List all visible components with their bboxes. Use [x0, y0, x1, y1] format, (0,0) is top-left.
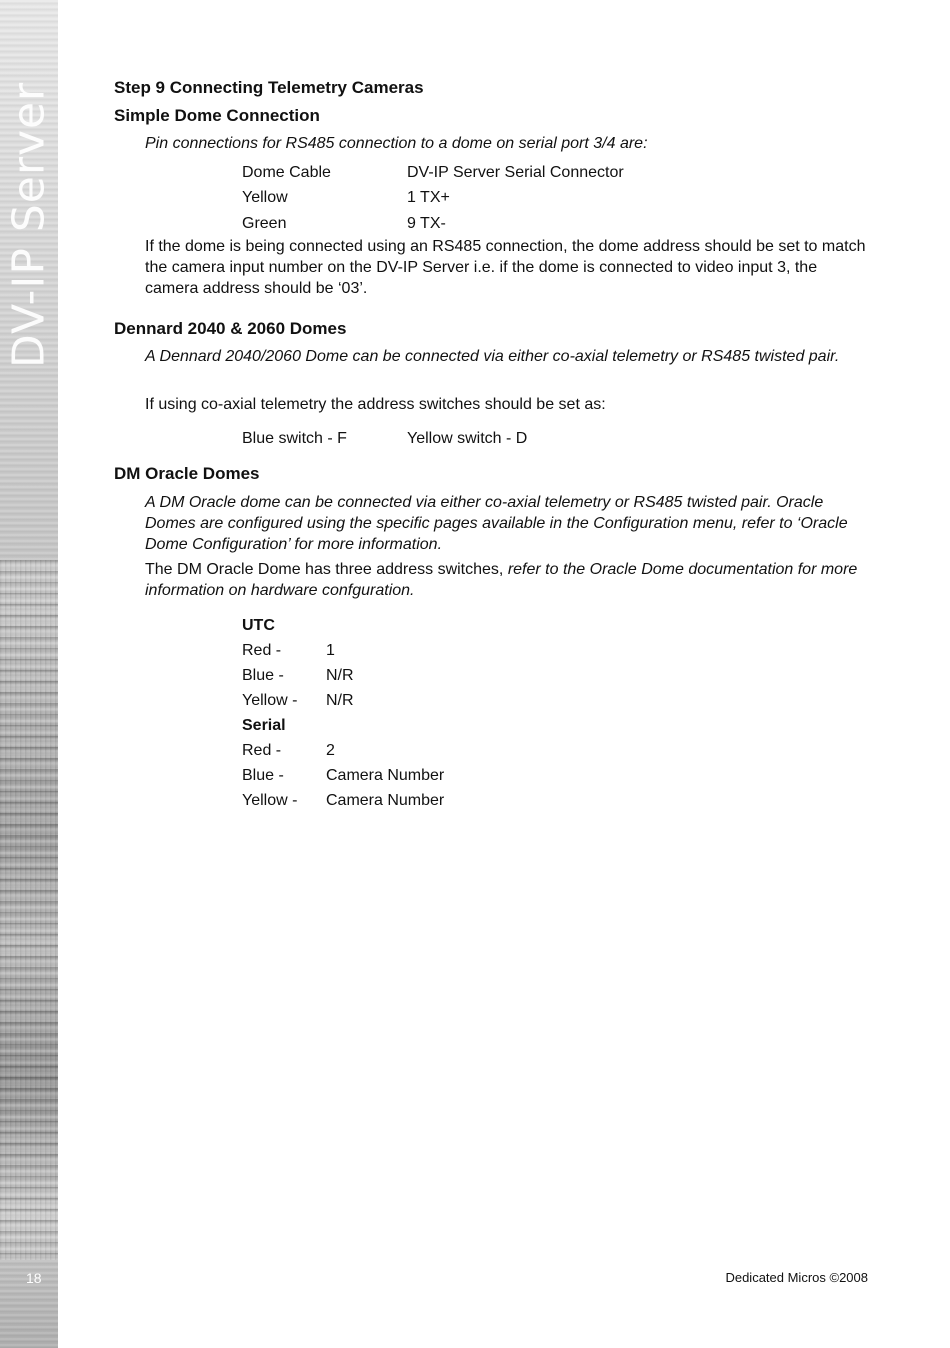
utc-row: Red - — [242, 642, 282, 659]
blue-switch-value: Blue switch - F — [242, 430, 347, 447]
simple-dome-note: If the dome is being connected using an RS485 connection, the dome address should be set to match the camera input number on the DV-IP Server i.e. if the dome is connected to video input 3, the camera address should be ‘03’. — [145, 238, 866, 297]
serial-row: Yellow - — [242, 792, 298, 809]
oracle-switch-text-plain: The DM Oracle Dome has three address switches, — [145, 561, 508, 578]
pin-table-row: Green — [242, 215, 287, 232]
serial-row: Red - — [242, 742, 282, 759]
pin-table-header-cable: Dome Cable — [242, 164, 331, 181]
serial-row: Camera Number — [326, 792, 445, 809]
pin-table-row: 9 TX- — [407, 215, 446, 232]
utc-row: 1 — [326, 642, 335, 659]
serial-label: Serial — [242, 717, 286, 734]
utc-row: N/R — [326, 667, 354, 684]
pin-table-row: 1 TX+ — [407, 189, 450, 206]
footer-copyright: Dedicated Micros ©2008 — [725, 1270, 868, 1285]
oracle-intro: A DM Oracle dome can be connected via either co-axial telemetry or RS485 twisted pair. Oracle Domes are configured using the specific pages available in the Configuration menu, refer to ‘Oracle Dome Configuration’ for more information. — [145, 494, 848, 553]
dennard-intro: A Dennard 2040/2060 Dome can be connected via either co-axial telemetry or RS485 twisted pair. — [145, 348, 840, 365]
dennard-heading: Dennard 2040 & 2060 Domes — [114, 319, 347, 338]
pin-table-header-connector: DV-IP Server Serial Connector — [407, 164, 624, 181]
utc-label: UTC — [242, 617, 275, 634]
utc-row: Yellow - — [242, 692, 298, 709]
step-title: Step 9 Connecting Telemetry Cameras — [114, 78, 424, 97]
utc-row: Blue - — [242, 667, 284, 684]
brand-text: DV-IP Server — [3, 81, 55, 369]
simple-dome-heading: Simple Dome Connection — [114, 106, 320, 125]
oracle-switch-text — [145, 559, 870, 601]
serial-row: Camera Number — [326, 767, 445, 784]
page-number: 18 — [26, 1270, 42, 1286]
simple-dome-intro: Pin connections for RS485 connection to a dome on serial port 3/4 are: — [145, 135, 648, 152]
yellow-switch-value: Yellow switch - D — [407, 430, 528, 447]
serial-row: 2 — [326, 742, 335, 759]
utc-row: N/R — [326, 692, 354, 709]
oracle-switch-text-italic: refer to the Oracle Dome documentation for more information on hardware confguration. — [145, 561, 858, 599]
dennard-switch-text: If using co-axial telemetry the address switches should be set as: — [145, 396, 606, 413]
serial-row: Blue - — [242, 767, 284, 784]
pin-table-row: Yellow — [242, 189, 288, 206]
oracle-heading: DM Oracle Domes — [114, 464, 260, 483]
